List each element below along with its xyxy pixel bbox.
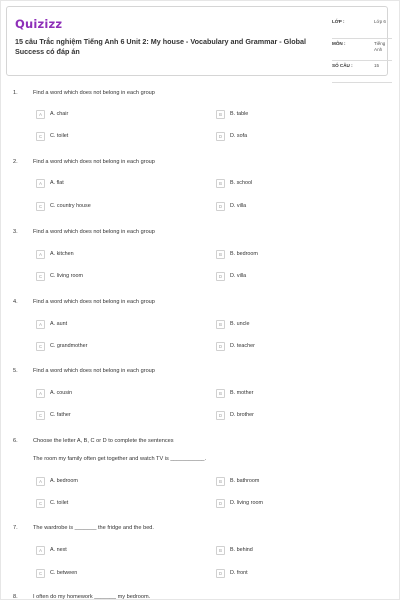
meta-subject-value: Tiếng Anh [374, 41, 386, 52]
option-text: C. father [50, 412, 71, 418]
option-letter-box: C [36, 569, 45, 578]
option-text: B. table [230, 111, 249, 117]
option-text: C. toilet [50, 500, 69, 506]
option-letter-box: C [36, 272, 45, 281]
meta-count-value: 15 [374, 63, 380, 68]
option-text: B. behind [230, 547, 253, 553]
option-text: D. villa [230, 273, 247, 279]
question-text: Find a word which does not belong in each group [33, 159, 155, 165]
option-text: D. front [230, 570, 248, 576]
option-letter-box: A [36, 389, 45, 398]
option-letter-box: C [36, 342, 45, 351]
option-text: D. sofa [230, 133, 248, 139]
meta-subject-label: MÔN : [332, 41, 346, 46]
option-text: C. grandmother [50, 343, 88, 349]
option-text: B. school [230, 180, 253, 186]
option-letter-box: D [216, 202, 225, 211]
option-letter-box: B [216, 110, 225, 119]
question-text: Find a word which does not belong in each group [33, 90, 155, 96]
option-text: C. toilet [50, 133, 69, 139]
option-text: C. between [50, 570, 78, 576]
question-text: Find a word which does not belong in each group [33, 299, 155, 305]
meta-grade-value: Lớp 6 [374, 19, 386, 24]
option-text: C. country house [50, 203, 91, 209]
option-letter-box: B [216, 477, 225, 486]
option-text: D. villa [230, 203, 247, 209]
option-letter-box: D [216, 132, 225, 141]
option-letter-box: D [216, 411, 225, 420]
option-letter-box: B [216, 546, 225, 555]
question-number: 8. [13, 594, 18, 600]
question-sentence: The room my family often get together and watch TV is ___________. [33, 456, 207, 462]
option-text: D. brother [230, 412, 254, 418]
option-text: A. cousin [50, 390, 73, 396]
option-letter-box: A [36, 546, 45, 555]
option-letter-box: D [216, 499, 225, 508]
question-number: 2. [13, 159, 18, 165]
option-letter-box: D [216, 569, 225, 578]
option-letter-box: C [36, 202, 45, 211]
option-letter-box: B [216, 320, 225, 329]
option-text: A. kitchen [50, 251, 74, 257]
meta-grade [332, 17, 392, 39]
option-letter-box: A [36, 320, 45, 329]
option-letter-box: B [216, 179, 225, 188]
question-number: 5. [13, 368, 18, 374]
option-text: B. mother [230, 390, 254, 396]
option-text: A. chair [50, 111, 69, 117]
option-letter-box: B [216, 389, 225, 398]
option-text: B. bedroom [230, 251, 258, 257]
meta-count [332, 61, 392, 83]
option-letter-box: B [216, 250, 225, 259]
option-letter-box: C [36, 132, 45, 141]
option-text: A. flat [50, 180, 64, 186]
option-text: B. bathroom [230, 478, 260, 484]
option-letter-box: A [36, 110, 45, 119]
option-text: C. living room [50, 273, 83, 279]
question-number: 3. [13, 229, 18, 235]
option-text: D. teacher [230, 343, 255, 349]
question-number: 6. [13, 438, 18, 444]
question-text: I often do my homework _______ my bedroom. [33, 594, 151, 600]
quizizz-logo: Quizizz [15, 17, 63, 31]
question-text: Find a word which does not belong in each group [33, 229, 155, 235]
worksheet-meta [332, 17, 392, 83]
option-text: D. living room [230, 500, 263, 506]
meta-count-label: SỐ CÂU : [332, 63, 353, 68]
option-letter-box: A [36, 250, 45, 259]
option-letter-box: C [36, 411, 45, 420]
option-text: A. next [50, 547, 67, 553]
question-number: 1. [13, 90, 18, 96]
question-text: Find a word which does not belong in each group [33, 368, 155, 374]
question-text: The wardrobe is _______ the fridge and the bed. [33, 525, 154, 531]
option-letter-box: A [36, 179, 45, 188]
option-text: A. bedroom [50, 478, 78, 484]
worksheet-header [6, 6, 388, 76]
option-letter-box: D [216, 272, 225, 281]
divider [332, 82, 392, 83]
question-text: Choose the letter A, B, C or D to complete the sentences [33, 438, 174, 444]
option-letter-box: D [216, 342, 225, 351]
option-text: A. aunt [50, 321, 68, 327]
worksheet-title: 15 câu Trắc nghiệm Tiếng Anh 6 Unit 2: My house - Vocabulary and Grammar - Global Success có đáp án [15, 37, 307, 56]
meta-grade-label: LỚP : [332, 19, 345, 24]
option-text: B. uncle [230, 321, 250, 327]
option-letter-box: A [36, 477, 45, 486]
question-number: 7. [13, 525, 18, 531]
question-number: 4. [13, 299, 18, 305]
option-letter-box: C [36, 499, 45, 508]
meta-subject [332, 39, 392, 61]
